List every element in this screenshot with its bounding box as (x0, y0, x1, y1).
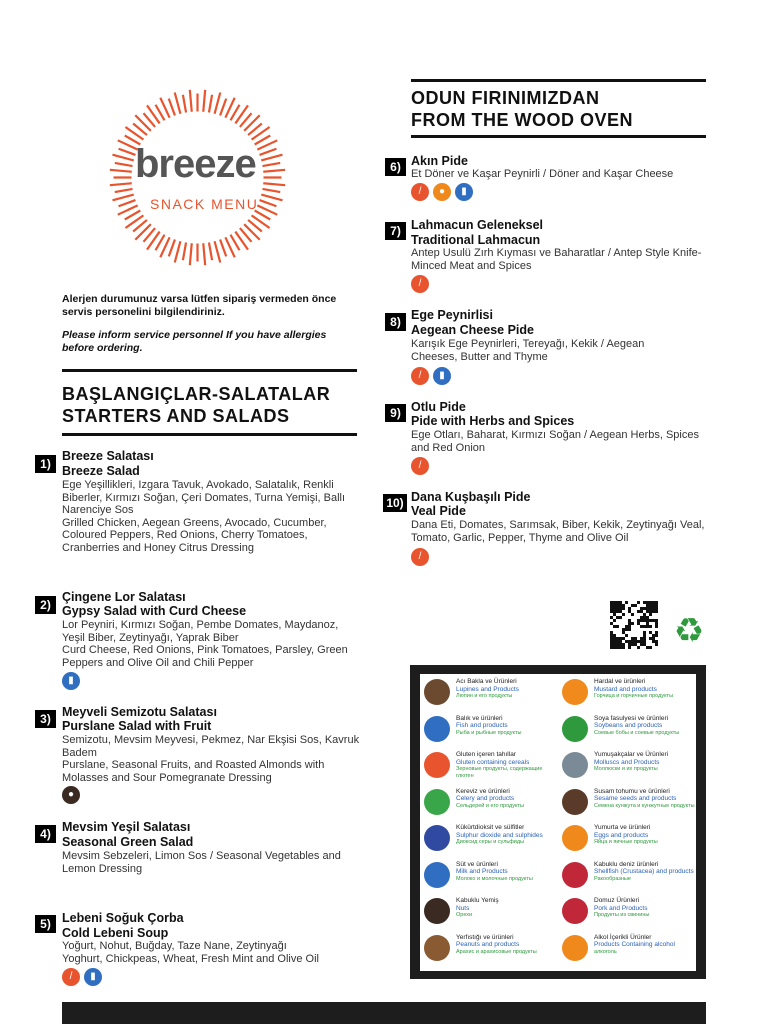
gluten-icon: / (411, 367, 429, 385)
legend-label-tr: Soya fasulyesi ve ürünleri (594, 714, 669, 722)
logo-ray (220, 240, 226, 257)
logo-ray (110, 170, 132, 172)
item-description: Et Döner ve Kaşar Peynirli / Döner and Kaşar Cheese (411, 168, 674, 180)
legend-label-ru: Зерновые продукты, содержащие глютен (456, 766, 543, 779)
logo-ray (190, 243, 192, 265)
legend-label-tr: Yumurta ve ürünleri (594, 824, 651, 831)
egg-icon (562, 825, 588, 851)
legend-label-en: Eggs and products (594, 831, 649, 839)
allergen-icons (62, 786, 80, 804)
logo-ray (262, 189, 280, 192)
gluten-icon: / (411, 548, 429, 566)
recycle-icon: ♻ (673, 612, 705, 650)
footer-bar (62, 1002, 706, 1024)
lupine-icon (424, 679, 450, 705)
qr-code[interactable] (610, 601, 658, 649)
legend-label-ru: Яйца и яичные продукты (594, 839, 658, 845)
legend-label-ru: Молоко и молочные продукты (456, 875, 533, 882)
divider (62, 433, 357, 436)
legend-label-tr: Kereviz ve ürünleri (456, 787, 510, 795)
legend-label-en: Sulphur dioxide and sulphides (456, 831, 543, 839)
item-name-tr: Breeze Salatası (62, 449, 154, 463)
egg-icon: ● (433, 183, 451, 201)
legend-item (420, 711, 558, 747)
legend-label-tr: Kabuklu deniz ürünleri (594, 860, 659, 868)
legend-label-ru: Арахис и арахисовые продукты (456, 948, 537, 955)
item-name-en: Cold Lebeni Soup (62, 926, 169, 940)
item-name-tr: Lahmacun Geleneksel (411, 218, 544, 232)
item-name-en: Purslane Salad with Fruit (62, 719, 212, 733)
legend-label-en: Peanuts and products (456, 941, 520, 948)
item-name-tr: Otlu Pide (411, 400, 466, 414)
item-description: Lor Peyniri, Kırmızı Soğan, Pembe Domates, Maydanoz, Yeşil Biber, Zeytinyağı, Yaprak Biber Curd Cheese, Red Onions, Pink Tomatoes, Parsley, Green Peppers and Olive Oil and Chili Pepper (62, 619, 348, 669)
allergen-icons (411, 548, 429, 566)
item-number: 6) (385, 158, 406, 176)
allergen-icons (411, 275, 429, 293)
item-description: Semizotu, Mevsim Meyvesi, Pekmez, Nar Ekşisi Sos, Kavruk Badem Purslane, Seasonal Fruits, and Roasted Almonds with Molasses and Sour Pomegranate Dressing (62, 734, 360, 784)
legend-item (558, 857, 696, 893)
legend-label-en: Products Containing alcohol (594, 941, 675, 948)
allergen-icons (62, 672, 80, 690)
legend-label-en: Soybeans and products (594, 722, 663, 729)
gluten-icon: / (411, 275, 429, 293)
allergen-notice-tr: Alerjen durumunuz varsa lütfen sipariş vermeden önce servis personelini bilgilendiriniz. (62, 293, 337, 318)
logo-ray (115, 189, 133, 192)
pork-icon (562, 898, 588, 924)
allergen-legend (410, 665, 706, 979)
brand-subtitle: SNACK MENU (150, 196, 259, 212)
mollusc-icon (562, 752, 588, 778)
legend-item (420, 747, 558, 783)
nuts-icon: ● (62, 786, 80, 804)
item-name-tr: Mevsim Yeşil Salatası (62, 820, 191, 834)
milk-icon: ▮ (62, 672, 80, 690)
legend-label-en: Gluten containing cereals (456, 758, 530, 766)
nuts-icon (424, 898, 450, 924)
legend-label-tr: Yumuşakçalar ve Ürünleri (594, 751, 669, 758)
oven-title-tr: ODUN FIRINIMIZDAN (411, 88, 600, 108)
logo-ray (175, 241, 181, 262)
mustard-icon (562, 679, 588, 705)
shellfish-icon (562, 862, 588, 888)
logo-ray (119, 200, 136, 206)
logo-ray (183, 95, 186, 113)
milk-icon: ▮ (455, 183, 473, 201)
item-name-en: Breeze Salad (62, 464, 140, 478)
logo-ray (215, 92, 221, 113)
sesame-icon (562, 789, 588, 815)
legend-label-tr: Kükürtdioksit ve sülfitler (456, 824, 525, 831)
legend-label-ru: Люпин и его продукты (456, 693, 513, 699)
legend-label-tr: Susam tohumu ve ürünleri (594, 787, 670, 795)
item-description: Dana Eti, Domates, Sarımsak, Biber, Kekik, Zeytinyağı Veal, Tomato, Garlic, Pepper, Thyme and Olive Oil (411, 519, 705, 544)
logo-ray (115, 163, 133, 166)
legend-label-ru: Продукты из свинины (594, 912, 650, 918)
item-number: 5) (35, 915, 56, 933)
gluten-icon (424, 752, 450, 778)
item-description: Yoğurt, Nohut, Buğday, Taze Nane, Zeytinyağı Yoghurt, Chickpeas, Wheat, Fresh Mint and Olive Oil (62, 940, 319, 965)
legend-label-ru: Моллюски и их продукты (594, 766, 658, 772)
legend-item (420, 893, 558, 929)
item-name-tr: Ege Peynirlisi (411, 308, 493, 322)
logo-ray (215, 241, 221, 262)
legend-item (420, 674, 558, 710)
legend-label-en: Milk and Products (456, 868, 508, 875)
logo-ray (209, 242, 212, 260)
item-number: 4) (35, 825, 56, 843)
legend-label-en: Lupines and Products (456, 685, 519, 693)
item-name-tr: Lebeni Soğuk Çorba (62, 911, 184, 925)
legend-item (558, 820, 696, 856)
legend-label-tr: Kabuklu Yemiş (456, 897, 499, 904)
starters-title-en: STARTERS AND SALADS (62, 406, 290, 426)
legend-label-tr: Alkol İçerikli Ürünler (594, 933, 652, 941)
item-description: Ege Yeşillikleri, Izgara Tavuk, Avokado, Salatalık, Renkli Biberler, Kırmızı Soğan, Çeri Domates, Turna Yemişi, Ballı Narenciye Sos Grilled Chicken, Aegean Greens, Avocado, Cucumber, Coloured Peppers, Red Onions, Cherry Tomatoes, Cranberries and Honey Citrus Dressing (62, 479, 346, 554)
soy-icon (562, 716, 588, 742)
gluten-icon: / (62, 968, 80, 986)
legend-label-tr: Acı Bakla ve Ürünleri (456, 678, 517, 685)
legend-label-en: Fish and products (456, 722, 508, 729)
logo-ray (169, 99, 175, 116)
item-number: 3) (35, 710, 56, 728)
item-name-tr: Dana Kuşbaşılı Pide (411, 490, 531, 504)
item-name-en: Traditional Lahmacun (411, 233, 541, 247)
legend-label-ru: Семена кунжута и кунжутные продукты (594, 802, 695, 809)
item-name-tr: Meyveli Semizotu Salatası (62, 705, 217, 719)
celery-icon (424, 789, 450, 815)
item-description: Mevsim Sebzeleri, Limon Sos / Seasonal Vegetables and Lemon Dressing (62, 850, 341, 875)
gluten-icon: / (411, 457, 429, 475)
legend-label-tr: Hardal ve ürünleri (594, 678, 646, 685)
brand-name: breeze (135, 142, 256, 186)
legend-item (558, 674, 696, 710)
legend-item (558, 893, 696, 929)
divider (62, 369, 357, 372)
milk-icon: ▮ (84, 968, 102, 986)
legend-item (420, 784, 558, 820)
legend-item (558, 747, 696, 783)
item-name-en: Seasonal Green Salad (62, 835, 194, 849)
item-name-tr: Çingene Lor Salatası (62, 590, 186, 604)
legend-label-ru: Сельдерей и его продукты (456, 802, 524, 809)
item-description: Antep Usulü Zırh Kıyması ve Baharatlar / Antep Style Knife-Minced Meat and Spices (411, 247, 702, 272)
item-name-en: Pide with Herbs and Spices (411, 414, 575, 428)
gluten-icon: / (411, 183, 429, 201)
allergen-icons (62, 968, 102, 986)
logo-ray (209, 95, 212, 113)
allergen-icons (411, 367, 451, 385)
legend-label-ru: Орехи (456, 912, 473, 918)
oven-title-en: FROM THE WOOD OVEN (411, 110, 633, 130)
item-number: 1) (35, 455, 56, 473)
legend-item (420, 930, 558, 966)
legend-label-en: Shellfish (Crustacea) and products (594, 868, 694, 875)
legend-label-ru: Рыба и рыбные продукты (456, 729, 522, 736)
legend-label-ru: Горчица и горчичные продукты (594, 693, 674, 699)
item-number: 2) (35, 596, 56, 614)
logo-ray (190, 90, 192, 112)
allergen-icons (411, 457, 429, 475)
allergen-icons (411, 183, 473, 201)
legend-label-tr: Domuz Ürünleri (594, 897, 640, 904)
item-number: 8) (385, 313, 406, 331)
logo-ray (203, 243, 205, 265)
item-name-tr: Akın Pide (411, 154, 468, 168)
logo-ray (183, 242, 186, 260)
allergen-notice-en: Please inform service personnel If you have allergies before ordering. (62, 329, 327, 354)
logo-ray (112, 155, 133, 161)
logo-ray (175, 92, 181, 113)
legend-label-ru: алкоголь (594, 948, 617, 955)
item-description: Karışık Ege Peynirleri, Tereyağı, Kekik / Aegean Cheeses, Butter and Thyme (411, 338, 645, 363)
divider (411, 135, 706, 138)
logo-ray (119, 149, 136, 155)
legend-label-ru: Ракообразные (594, 875, 631, 882)
legend-label-ru: Диоксид серы и сульфиды (456, 839, 525, 845)
sulphite-icon (424, 825, 450, 851)
logo-ray (110, 183, 132, 185)
fish-icon (424, 716, 450, 742)
legend-item (420, 820, 558, 856)
divider (411, 79, 706, 82)
milk-icon (424, 862, 450, 888)
legend-item (558, 711, 696, 747)
legend-label-tr: Balık ve ürünleri (456, 714, 503, 722)
item-number: 10) (383, 494, 407, 512)
legend-item (420, 857, 558, 893)
legend-label-en: Molluscs and Products (594, 758, 660, 766)
legend-item (558, 930, 696, 966)
legend-label-tr: Gluten içeren tahıllar (456, 751, 516, 758)
item-name-en: Gypsy Salad with Curd Cheese (62, 604, 247, 618)
legend-label-tr: Süt ve ürünleri (456, 860, 498, 868)
legend-label-en: Nuts (456, 904, 470, 912)
peanut-icon (424, 935, 450, 961)
logo-ray (169, 240, 175, 257)
legend-label-en: Celery and products (456, 795, 515, 802)
item-name-en: Veal Pide (411, 504, 466, 518)
item-name-en: Aegean Cheese Pide (411, 323, 534, 337)
alcohol-icon (562, 935, 588, 961)
legend-label-en: Sesame seeds and products (594, 795, 677, 802)
legend-label-ru: Соевые бобы и соевые продукты (594, 729, 680, 736)
logo-ray (203, 90, 205, 112)
milk-icon: ▮ (433, 367, 451, 385)
logo-ray (220, 99, 226, 116)
item-description: Ege Otları, Baharat, Kırmızı Soğan / Aegean Herbs, Spices and Red Onion (411, 429, 699, 454)
legend-label-en: Mustard and products (594, 685, 657, 693)
legend-label-tr: Yerfıstığı ve ürünleri (456, 933, 514, 941)
logo-ray (112, 195, 133, 201)
legend-item (558, 784, 696, 820)
item-number: 9) (385, 404, 406, 422)
item-number: 7) (385, 222, 406, 240)
starters-title-tr: BAŞLANGIÇLAR-SALATALAR (62, 384, 331, 404)
legend-label-en: Pork and Products (594, 904, 648, 912)
